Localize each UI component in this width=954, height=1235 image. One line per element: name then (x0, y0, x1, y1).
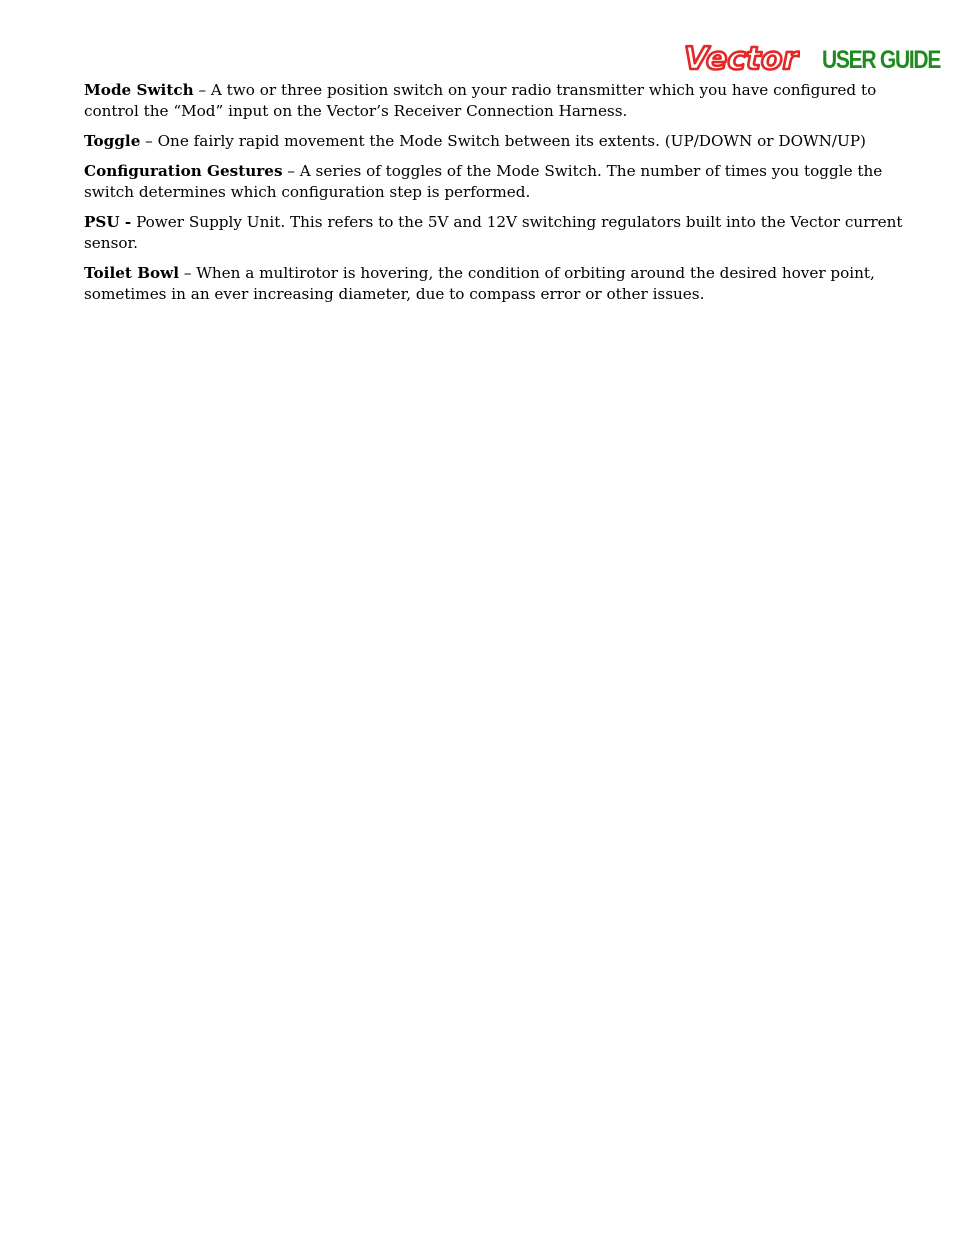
glossary-entry-mode-switch (84, 80, 904, 122)
glossary-separator: – (193, 81, 211, 99)
logo-text: Vector (684, 41, 800, 74)
glossary-entry-toilet-bowl (84, 263, 904, 305)
glossary-term: Toilet Bowl (84, 264, 180, 282)
glossary-term: Toggle (84, 132, 141, 150)
page-header (682, 38, 941, 78)
glossary-definition: A two or three position switch on your radio transmitter which you have configured to control the “Mod” input on the Vector’s Receiver Connection Harness. (84, 81, 877, 120)
glossary-definition: A series of toggles of the Mode Switch. The number of times you toggle the switch determines which configuration step is performed. (84, 162, 883, 201)
vector-logo (682, 40, 800, 74)
glossary-entry-configuration-gestures (84, 161, 904, 203)
glossary-entry-toggle (84, 131, 904, 152)
glossary-definition: Power Supply Unit. This refers to the 5V and 12V switching regulators built into the Vector current sensor. (84, 213, 903, 252)
glossary-separator: – (140, 132, 158, 150)
glossary-definition: One fairly rapid movement the Mode Switch between its extents. (UP/DOWN or DOWN/UP) (157, 132, 866, 150)
glossary (84, 80, 904, 314)
glossary-term: Configuration Gestures (84, 162, 283, 180)
glossary-term: PSU - (84, 213, 132, 231)
glossary-separator: – (179, 264, 197, 282)
guide-title: USER GUIDE (822, 46, 941, 74)
glossary-definition: When a multirotor is hovering, the condition of orbiting around the desired hover point, sometimes in an ever increasing diameter, due to compass error or other issues. (84, 264, 875, 303)
glossary-separator: – (282, 162, 300, 180)
glossary-term: Mode Switch (84, 81, 194, 99)
glossary-entry-psu (84, 212, 904, 254)
